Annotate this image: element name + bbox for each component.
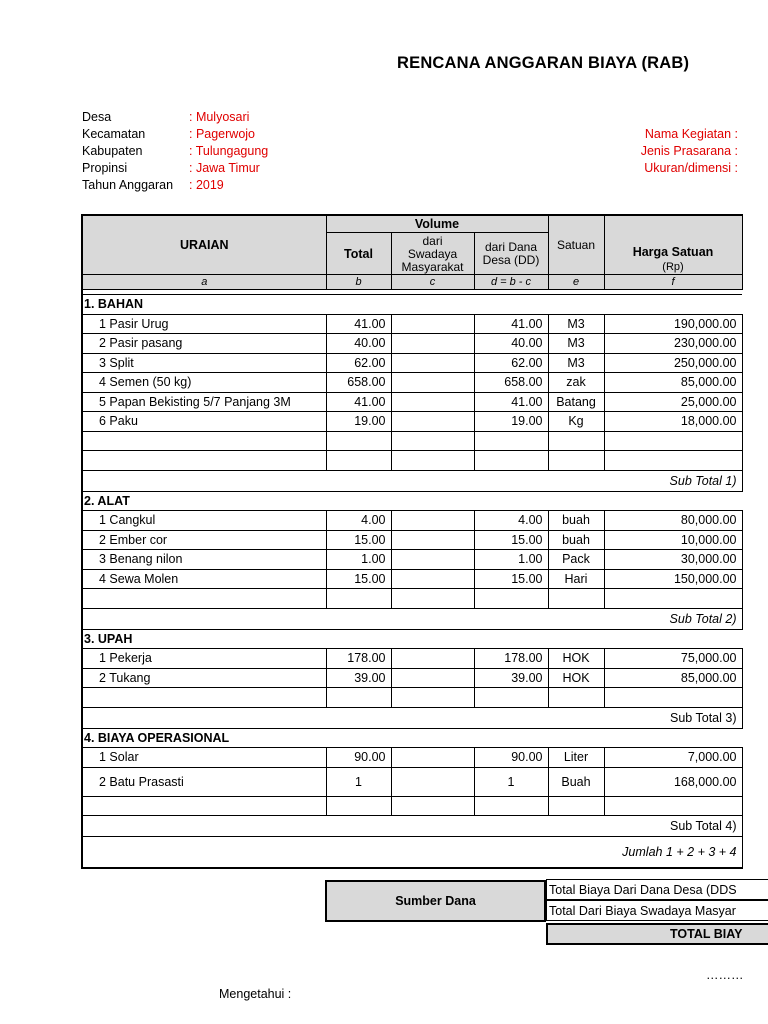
item-price: 10,000.00 (604, 530, 742, 550)
info-row (82, 126, 268, 143)
empty-cell (604, 451, 742, 471)
info-value: : Tulungagung (189, 144, 269, 158)
item-name: 6 Paku (82, 412, 326, 432)
subtotal-row (82, 707, 742, 728)
header-total: Total (326, 233, 391, 275)
header-uraian: URAIAN (82, 215, 326, 275)
info-value: : Mulyosari (189, 110, 250, 124)
info-value: : Pagerwojo (189, 127, 256, 141)
item-unit: Kg (548, 412, 604, 432)
item-swadaya (391, 569, 474, 589)
section-title: 3. UPAH (82, 629, 742, 649)
sumber-dana-label: Sumber Dana (325, 880, 546, 922)
column-letter: d = b - c (474, 275, 548, 290)
empty-cell (391, 589, 474, 609)
section-title: 4. BIAYA OPERASIONAL (82, 728, 742, 748)
total-biaya-label: TOTAL BIAY (546, 923, 768, 945)
item-swadaya (391, 649, 474, 669)
subtotal-label: Sub Total 1) (82, 470, 742, 491)
item-dd: 658.00 (474, 373, 548, 393)
empty-cell (391, 796, 474, 816)
item-price: 7,000.00 (604, 748, 742, 768)
item-name: 1 Solar (82, 748, 326, 768)
document-title: RENCANA ANGGARAN BIAYA (RAB) (397, 54, 690, 72)
empty-cell (82, 431, 326, 451)
item-dd: 40.00 (474, 334, 548, 354)
item-unit: Pack (548, 550, 604, 570)
item-row (82, 353, 742, 373)
item-row (82, 511, 742, 531)
empty-cell (548, 589, 604, 609)
item-swadaya (391, 748, 474, 768)
item-dd: 4.00 (474, 511, 548, 531)
item-price: 168,000.00 (604, 767, 742, 796)
info-label: Kabupaten (82, 144, 143, 158)
item-row (82, 334, 742, 354)
empty-row (82, 451, 742, 471)
section-title-row (82, 728, 742, 748)
empty-row (82, 688, 742, 708)
section-title: 2. ALAT (82, 491, 742, 511)
info-label: Desa (82, 110, 112, 124)
item-swadaya (391, 334, 474, 354)
item-price: 30,000.00 (604, 550, 742, 570)
empty-cell (474, 688, 548, 708)
item-dd: 62.00 (474, 353, 548, 373)
item-swadaya (391, 550, 474, 570)
empty-row (82, 431, 742, 451)
item-price: 190,000.00 (604, 314, 742, 334)
item-name: 1 Pekerja (82, 649, 326, 669)
empty-cell (82, 451, 326, 471)
signature-dots: ……… (706, 968, 744, 982)
empty-cell (82, 688, 326, 708)
item-total: 41.00 (326, 314, 391, 334)
item-price: 230,000.00 (604, 334, 742, 354)
section-title-row (82, 491, 742, 511)
item-dd: 39.00 (474, 668, 548, 688)
subtotal-row (82, 608, 742, 629)
item-dd: 19.00 (474, 412, 548, 432)
item-name: 2 Ember cor (82, 530, 326, 550)
item-name: 2 Batu Prasasti (82, 767, 326, 796)
empty-cell (391, 451, 474, 471)
item-price: 250,000.00 (604, 353, 742, 373)
item-dd: 1.00 (474, 550, 548, 570)
item-swadaya (391, 511, 474, 531)
item-row (82, 748, 742, 768)
column-letter: a (82, 275, 326, 290)
item-total: 90.00 (326, 748, 391, 768)
empty-cell (82, 796, 326, 816)
item-name: 1 Pasir Urug (82, 314, 326, 334)
item-swadaya (391, 392, 474, 412)
item-price: 150,000.00 (604, 569, 742, 589)
activity-label: Nama Kegiatan : (644, 127, 738, 141)
section-title-row (82, 295, 742, 315)
item-unit: buah (548, 511, 604, 531)
subtotal-row (82, 470, 742, 491)
total-swadaya-label: Total Dari Biaya Swadaya Masyar (546, 900, 768, 921)
activity-label: Ukuran/dimensi : (644, 161, 738, 175)
item-dd: 90.00 (474, 748, 548, 768)
item-swadaya (391, 314, 474, 334)
item-name: 5 Papan Bekisting 5/7 Panjang 3M (82, 392, 326, 412)
item-unit: buah (548, 530, 604, 550)
header-rp: (Rp) (604, 260, 742, 275)
column-letter: b (326, 275, 391, 290)
item-row (82, 649, 742, 669)
item-price: 85,000.00 (604, 668, 742, 688)
item-total: 40.00 (326, 334, 391, 354)
item-unit: HOK (548, 668, 604, 688)
item-unit: M3 (548, 334, 604, 354)
info-row (82, 160, 268, 177)
empty-cell (604, 796, 742, 816)
item-unit: Batang (548, 392, 604, 412)
item-price: 85,000.00 (604, 373, 742, 393)
empty-cell (548, 796, 604, 816)
item-total: 39.00 (326, 668, 391, 688)
item-unit: M3 (548, 314, 604, 334)
info-label: Tahun Anggaran (82, 178, 174, 192)
empty-cell (326, 589, 391, 609)
item-row (82, 314, 742, 334)
empty-cell (326, 451, 391, 471)
subtotal-label: Sub Total 3) (82, 707, 742, 728)
item-name: 4 Semen (50 kg) (82, 373, 326, 393)
info-row (82, 177, 268, 194)
item-name: 2 Pasir pasang (82, 334, 326, 354)
item-row (82, 530, 742, 550)
jumlah-row (82, 837, 742, 869)
empty-cell (604, 589, 742, 609)
location-info (82, 109, 268, 194)
item-row (82, 668, 742, 688)
subtotal-label: Sub Total 4) (82, 816, 742, 837)
item-unit: Hari (548, 569, 604, 589)
total-dd-label: Total Biaya Dari Dana Desa (DDS (546, 879, 768, 900)
subtotal-label: Sub Total 2) (82, 608, 742, 629)
item-name: 3 Split (82, 353, 326, 373)
item-swadaya (391, 767, 474, 796)
empty-cell (548, 451, 604, 471)
item-dd: 1 (474, 767, 548, 796)
empty-cell (82, 589, 326, 609)
subtotal-row (82, 816, 742, 837)
item-unit: zak (548, 373, 604, 393)
empty-cell (391, 431, 474, 451)
budget-table (81, 214, 743, 869)
item-name: 4 Sewa Molen (82, 569, 326, 589)
item-total: 4.00 (326, 511, 391, 531)
item-total: 15.00 (326, 569, 391, 589)
section-title: 1. BAHAN (82, 295, 742, 315)
activity-info (641, 126, 738, 177)
info-row (82, 143, 268, 160)
item-name: 3 Benang nilon (82, 550, 326, 570)
empty-cell (474, 796, 548, 816)
empty-cell (548, 431, 604, 451)
info-value: : 2019 (189, 178, 224, 192)
item-total: 1.00 (326, 550, 391, 570)
header-dd: dari Dana Desa (DD) (474, 233, 548, 275)
item-unit: M3 (548, 353, 604, 373)
empty-cell (326, 431, 391, 451)
empty-cell (474, 451, 548, 471)
empty-cell (474, 431, 548, 451)
empty-row (82, 796, 742, 816)
section-title-row (82, 629, 742, 649)
item-price: 25,000.00 (604, 392, 742, 412)
empty-cell (474, 589, 548, 609)
header-harga-satuan: Harga Satuan (604, 215, 742, 260)
header-satuan: Satuan (548, 215, 604, 275)
item-dd: 178.00 (474, 649, 548, 669)
item-total: 1 (326, 767, 391, 796)
item-swadaya (391, 373, 474, 393)
item-row (82, 412, 742, 432)
item-unit: Buah (548, 767, 604, 796)
empty-cell (326, 796, 391, 816)
info-label: Propinsi (82, 161, 128, 175)
header-swadaya: dari Swadaya Masyarakat (391, 233, 474, 275)
activity-label: Jenis Prasarana : (640, 144, 738, 158)
item-row (82, 550, 742, 570)
item-total: 658.00 (326, 373, 391, 393)
item-dd: 15.00 (474, 530, 548, 550)
item-dd: 41.00 (474, 392, 548, 412)
info-row (82, 109, 268, 126)
item-unit: HOK (548, 649, 604, 669)
item-row (82, 767, 742, 796)
empty-cell (604, 688, 742, 708)
item-dd: 15.00 (474, 569, 548, 589)
item-total: 62.00 (326, 353, 391, 373)
item-price: 80,000.00 (604, 511, 742, 531)
jumlah-label: Jumlah 1 + 2 + 3 + 4 (82, 837, 742, 869)
info-label: Kecamatan (82, 127, 146, 141)
item-name: 1 Cangkul (82, 511, 326, 531)
column-letter: f (604, 275, 742, 290)
empty-row (82, 589, 742, 609)
item-name: 2 Tukang (82, 668, 326, 688)
empty-cell (326, 688, 391, 708)
header-volume: Volume (326, 215, 548, 233)
mengetahui-label: Mengetahui : (219, 987, 292, 1001)
item-swadaya (391, 353, 474, 373)
item-price: 18,000.00 (604, 412, 742, 432)
column-letter: c (391, 275, 474, 290)
empty-cell (391, 688, 474, 708)
item-row (82, 569, 742, 589)
item-total: 178.00 (326, 649, 391, 669)
item-total: 41.00 (326, 392, 391, 412)
empty-cell (548, 688, 604, 708)
item-swadaya (391, 668, 474, 688)
item-row (82, 373, 742, 393)
column-letter: e (548, 275, 604, 290)
item-swadaya (391, 530, 474, 550)
item-unit: Liter (548, 748, 604, 768)
item-row (82, 392, 742, 412)
item-dd: 41.00 (474, 314, 548, 334)
info-value: : Jawa Timur (189, 161, 260, 175)
item-total: 19.00 (326, 412, 391, 432)
item-total: 15.00 (326, 530, 391, 550)
item-price: 75,000.00 (604, 649, 742, 669)
item-swadaya (391, 412, 474, 432)
empty-cell (604, 431, 742, 451)
